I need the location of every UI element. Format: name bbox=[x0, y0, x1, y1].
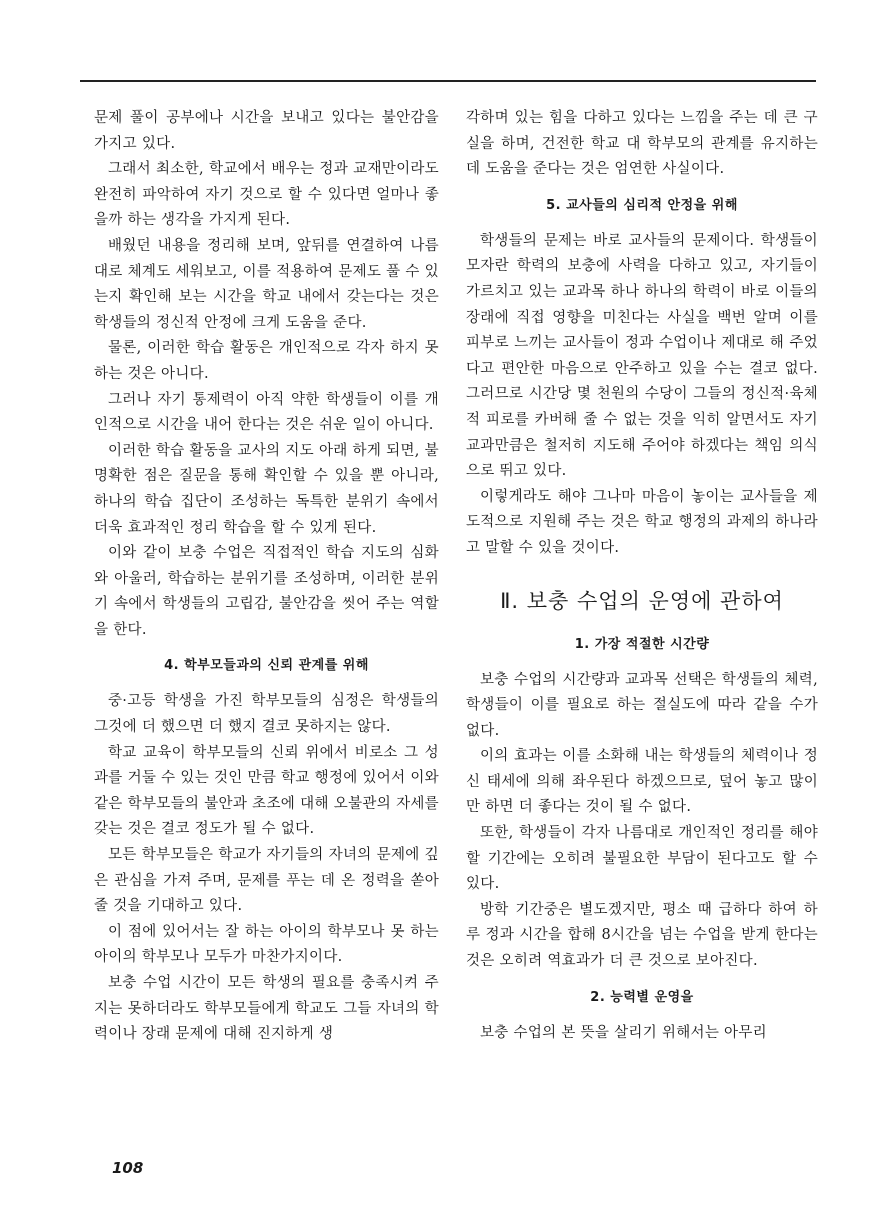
paragraph: 이 점에 있어서는 잘 하는 아이의 학부모나 못 하는 아이의 학부모나 모두가 마찬가지이다. bbox=[94, 923, 439, 966]
paragraph: 그래서 최소한, 학교에서 배우는 정과 교재만이라도 완전히 파악하여 자기 것으로 할 수 있다면 얼마나 좋을까 하는 생각을 가지게 된다. bbox=[94, 161, 439, 229]
paragraph: 이와 같이 보충 수업은 직접적인 학습 지도의 심화와 아울러, 학습하는 분위기를 조성하며, 이러한 분위기 속에서 학생들의 고립감, 불안감을 씻어 주는 역할을 한다. bbox=[94, 545, 439, 638]
header-rule bbox=[80, 80, 816, 82]
paragraph: 각하며 있는 힘을 다하고 있다는 느낌을 주는 데 큰 구실을 하며, 건전한 학교 대 학부모의 관계를 유지하는 데 도움을 준다는 것은 엄연한 사실이다. bbox=[466, 110, 818, 178]
section-title: Ⅱ. 보충 수업의 운영에 관하여 bbox=[500, 588, 784, 613]
paragraph: 문제 풀이 공부에나 시간을 보내고 있다는 불안감을 가지고 있다. bbox=[94, 110, 439, 152]
subheading-5: 5. 교사들의 심리적 안정을 위해 bbox=[546, 197, 738, 213]
left-column bbox=[94, 106, 439, 1048]
paragraph: 보충 수업 시간이 모든 학생의 필요를 충족시켜 주지는 못하더라도 학부모들에게 학교도 그들 자녀의 학력이나 장래 문제에 대해 진지하게 생 bbox=[94, 975, 439, 1043]
page-number: 108 bbox=[112, 1159, 144, 1177]
paragraph: 학생들의 문제는 바로 교사들의 문제이다. 학생들이 모자란 학력의 보충에 사력을 다하고 있고, 자기들이 가르치고 있는 교과목 하나 하나의 학력이 바로 이들의 장래에 직접 영향을 미친다는 사실을 백번 알며 이를 피부로 느끼는 교사들이 정과 수업이나 제대로 해 주었다고 편안한 마음으로 안주하고 있을 수는 결코 없다. 그러므로 시간당 몇 천원의 수당이 그들의 정신적·육체적 피로를 카버해 줄 수 없는 것을 익히 알면서도 자기 교과만큼은 철저히 지도해 주어야 하겠다는 책임 의식으로 뛰고 있다. bbox=[466, 232, 818, 480]
paragraph: 중·고등 학생을 가진 학부모들의 심정은 학생들의 그것에 더 했으면 더 했지 결코 못하지는 않다. bbox=[94, 693, 439, 736]
paragraph: 이의 효과는 이를 소화해 내는 학생들의 체력이나 정신 태세에 의해 좌우된다 하겠으므로, 덮어 놓고 많이만 하면 더 좋다는 것이 될 수 없다. bbox=[466, 748, 818, 816]
paragraph: 방학 기간중은 별도겠지만, 평소 때 급하다 하여 하루 정과 시간을 합해 8시간을 넘는 수업을 받게 한다는 것은 오히려 역효과가 더 큰 것으로 보아진다. bbox=[466, 901, 818, 970]
subheading-2: 2. 능력별 운영을 bbox=[590, 989, 694, 1005]
paragraph: 학교 교육이 학부모들의 신뢰 위에서 비로소 그 성과를 거둘 수 있는 것인 만큼 학교 행정에 있어서 이와 같은 학부모들의 불안과 초조에 대해 오불관의 자세를 갖는 것은 결코 정도가 될 수 없다. bbox=[94, 744, 439, 838]
paragraph: 또한, 학생들이 각자 나름대로 개인적인 정리를 해야 할 기간에는 오히려 불필요한 부담이 된다고도 할 수 있다. bbox=[466, 825, 818, 893]
paragraph: 배웠던 내용을 정리해 보며, 앞뒤를 연결하여 나름대로 체계도 세워보고, 이를 적용하여 문제도 풀 수 있는지 확인해 보는 시간을 학교 내에서 갖는다는 것은 학생들의 정신적 안정에 크게 도움을 준다. bbox=[94, 237, 439, 331]
paragraph: 이렇게라도 해야 그나마 마음이 놓이는 교사들을 제도적으로 지원해 주는 것은 학교 행정의 과제의 하나라고 말할 수 있을 것이다. bbox=[466, 488, 818, 556]
paragraph: 모든 학부모들은 학교가 자기들의 자녀의 문제에 깊은 관심을 가져 주며, 문제를 푸는 데 온 정력을 쏟아 줄 것을 기대하고 있다. bbox=[94, 847, 439, 915]
subheading-4: 4. 학부모들과의 신뢰 관계를 위해 bbox=[164, 658, 369, 674]
paragraph: 그러나 자기 통제력이 아직 약한 학생들이 이를 개인적으로 시간을 내어 한다는 것은 쉬운 일이 아니다. bbox=[94, 391, 439, 434]
paragraph: 이러한 학습 활동을 교사의 지도 아래 하게 되면, 불명확한 점은 질문을 통해 확인할 수 있을 뿐 아니라, 하나의 학습 집단이 조성하는 독특한 분위기 속에서 더욱 효과적인 정리 학습을 할 수 있게 된다. bbox=[94, 442, 439, 536]
subheading-1: 1. 가장 적절한 시간량 bbox=[574, 636, 710, 652]
paragraph: 보충 수업의 시간량과 교과목 선택은 학생들의 체력, 학생들이 이를 필요로 하는 절실도에 따라 같을 수가 없다. bbox=[466, 671, 818, 739]
right-column bbox=[466, 106, 818, 1046]
paragraph: 물론, 이러한 학습 활동은 개인적으로 각자 하지 못하는 것은 아니다. bbox=[94, 340, 439, 382]
paragraph: 보충 수업의 본 뜻을 살리기 위해서는 아무리 bbox=[480, 1024, 767, 1041]
